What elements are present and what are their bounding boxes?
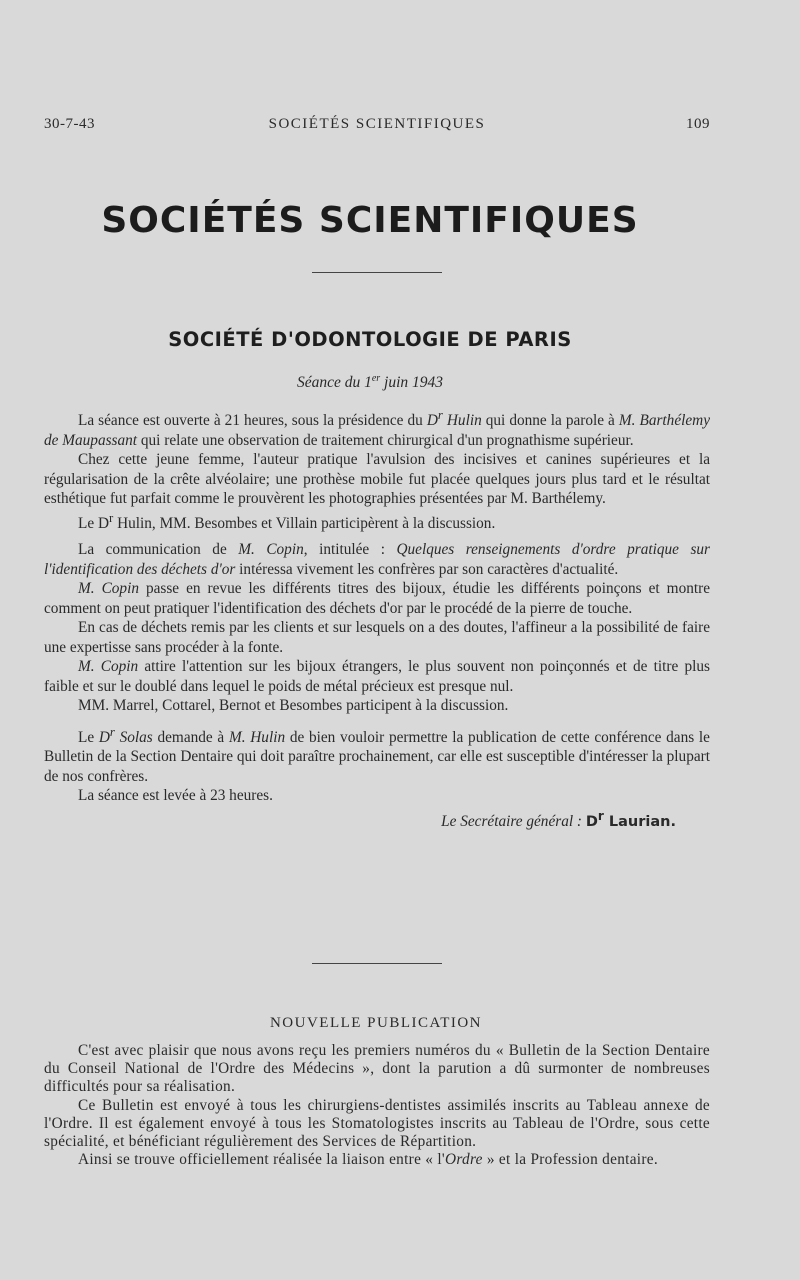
paragraph: MM. Marrel, Cottarel, Bernot et Besombes participent à la discussion.	[78, 697, 509, 715]
paragraph: En cas de déchets remis par les clients et sur lesquels on a des doutes, l'affineur a la possibilité de faire une expertisse sans procéder à la fonte.	[44, 619, 710, 656]
page-number: 109	[686, 116, 710, 132]
session-date	[0, 373, 740, 392]
session-prefix: Séance du 1	[296, 374, 372, 392]
paragraph: La séance est levée à 23 heures.	[78, 787, 273, 805]
paragraph: Chez cette jeune femme, l'auteur pratique l'avulsion des incisives et canines supérieures et la régularisation de la crête alvéolaire; une prothèse mobile fut placée quelques jours plus tard et le résultat esthétique fut parfait comme le prouvèrent les photographies présentées par M. Barthélemy.	[44, 451, 710, 508]
signature: Le Secrétaire général : $D^r$ Laurian.	[441, 808, 676, 830]
running-head	[44, 116, 710, 136]
paragraph: La séance est ouverte à 21 heures, sous la présidence du $D^r$ Hulin qui donne la parole à M. Barthélemy de Maupassant qui relate une observation de traitement chirurgical d'un prognathisme supérieur.	[44, 408, 710, 449]
divider-rule	[312, 963, 442, 964]
session-sup: er	[371, 373, 381, 384]
divider-rule	[312, 272, 442, 273]
paragraph: Le $D^r$ Hulin, MM. Besombes et Villain participèrent à la discussion.	[78, 510, 496, 532]
publication-notice	[44, 1042, 710, 1169]
header-section: SOCIÉTÉS SCIENTIFIQUES	[268, 116, 486, 132]
paragraph: La communication de M. Copin, intitulée : Quelques renseignements d'ordre pratique sur l'identification des déchets d'or intéressa vivement les confrères par son caractères d'actualité.	[44, 541, 711, 578]
header-date: 30-7-43	[44, 116, 95, 132]
session-suffix: juin 1943	[380, 374, 444, 392]
paragraph: Ce Bulletin est envoyé à tous les chirurgiens-dentistes assimilés inscrits au Tableau annexe de l'Ordre. Il est également envoyé à tous les Stomatologistes inscrits au Tableau de l'Ordre, sous cette spécialité, et bénéficiant régulièrement des Services de Répartition.	[44, 1096, 710, 1151]
meeting-report	[44, 406, 710, 832]
paragraph: C'est avec plaisir que nous avons reçu les premiers numéros du « Bulletin de la Section Dentaire du Conseil National de l'Ordre des Médecins », dont la parution a dû surmonter de nombreuses difficultés pour sa réalisation.	[44, 1042, 710, 1096]
society-title: SOCIÉTÉ D'ODONTOLOGIE DE PARIS	[168, 328, 572, 351]
paragraph: M. Copin passe en revue les différents titres des bijoux, étudie les différents poinçons et montre comment on peut pratiquer l'identification des déchets d'or par le procédé de la pierre de touche.	[44, 580, 710, 617]
paragraph: M. Copin attire l'attention sur les bijoux étrangers, le plus souvent non poinçonnés et de titre plus faible et sur le doublé dans lequel le poids de métal précieux est presque nul.	[44, 658, 710, 695]
paragraph: Ainsi se trouve officiellement réalisée la liaison entre « l'Ordre » et la Profession dentaire.	[78, 1151, 658, 1169]
section-title: NOUVELLE PUBLICATION	[269, 1015, 483, 1031]
main-title: SOCIÉTÉS SCIENTIFIQUES	[101, 200, 639, 241]
paragraph: Le $D^r$ Solas demande à M. Hulin de bien vouloir permettre la publication de cette conférence dans le Bulletin de la Section Dentaire qui doit paraître prochainement, car elle est susceptible d'intéresser la plupart de nos confrères.	[44, 724, 710, 785]
